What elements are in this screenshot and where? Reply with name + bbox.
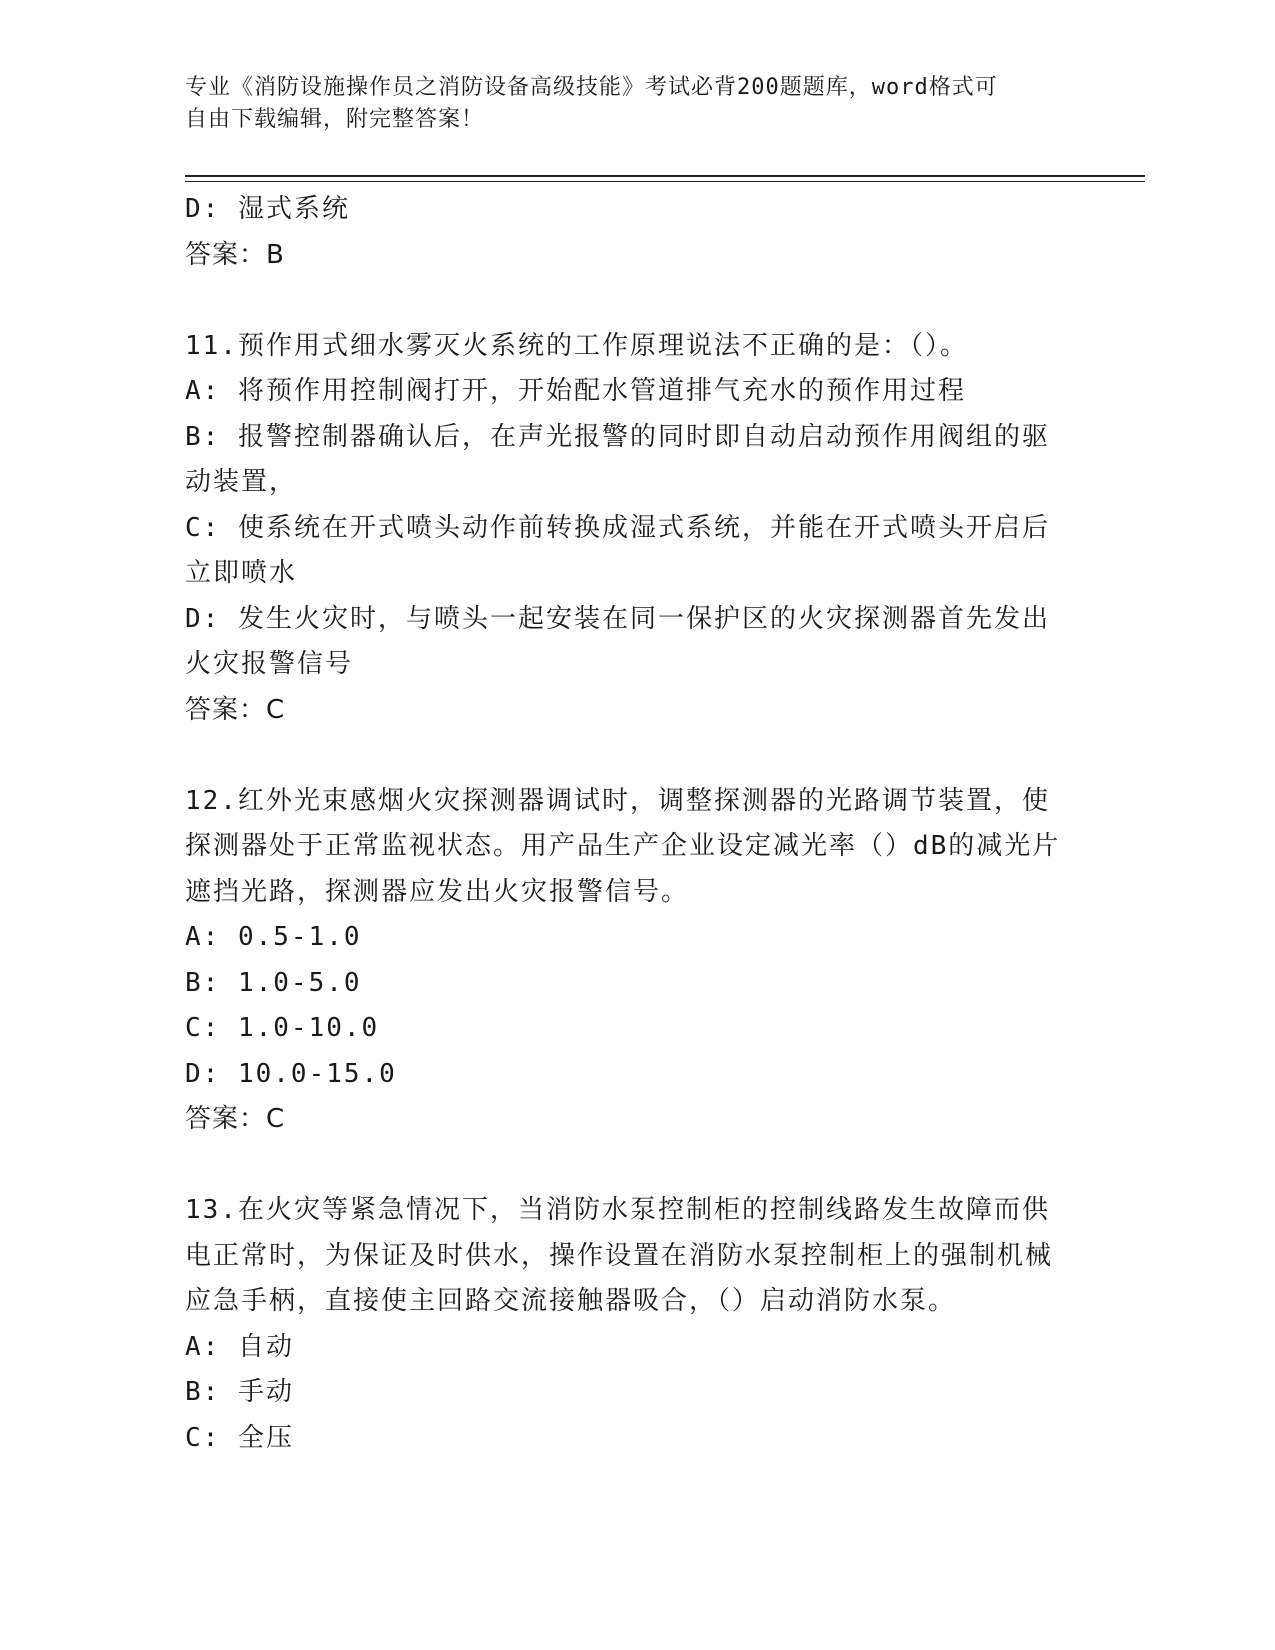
answer-previous: 答案：B [185,239,285,270]
option-d-previous: D: 湿式系统 [185,194,350,224]
header-divider-thick [185,175,1145,177]
spacer [185,278,1065,324]
question-stem: 12.红外光束感烟火灾探测器调试时，调整探测器的光路调节装置，使探测器处于正常监视状态。用产品生产企业设定减光率（）dB的减光片遮挡光路，探测器应发出火灾报警信号。 [185,785,1061,907]
option-d: D: 10.0-15.0 [185,1058,397,1089]
answer: 答案：C [185,694,286,725]
document-body [185,187,1065,1461]
option-b: B: 手动 [185,1377,294,1407]
document-header [185,72,1065,136]
option-c: C: 使系统在开式喷头动作前转换成湿式系统，并能在开式喷头开启后立即喷水 [185,512,1050,588]
question-stem: 11.预作用式细水雾灭火系统的工作原理说法不正确的是：（）。 [185,330,968,361]
option-c: C: 1.0-10.0 [185,1013,380,1043]
header-divider-thin [185,181,1145,182]
header-title-line-1: 专业《消防设施操作员之消防设备高级技能》考试必背200题题库，word格式可 [185,75,998,100]
header-title-line-2: 自由下载编辑，附完整答案！ [185,107,485,132]
spacer [185,1143,1065,1189]
option-c: C: 全压 [185,1422,294,1453]
option-d: D: 发生火灾时，与喷头一起安装在同一保护区的火灾探测器首先发出火灾报警信号 [185,603,1050,679]
answer: 答案：C [185,1104,286,1134]
question-11 [185,324,1065,734]
option-b: B: 报警控制器确认后，在声光报警的同时即自动启动预作用阀组的驱动装置， [185,421,1050,497]
question-stem: 13.在火灾等紧急情况下，当消防水泵控制柜的控制线路发生故障而供电正常时，为保证及时供水，操作设置在消防水泵控制柜上的强制机械应急手柄，直接使主回路交流接触器吸合，（）启动消防水泵。 [185,1195,1054,1316]
spacer [185,733,1065,779]
option-b: B: 1.0-5.0 [185,967,362,998]
option-a: A: 自动 [185,1331,294,1362]
option-a: A: 0.5-1.0 [185,922,362,952]
question-12 [185,779,1065,1143]
option-a: A: 将预作用控制阀打开，开始配水管道排气充水的预作用过程 [185,376,966,406]
question-13 [185,1188,1065,1461]
